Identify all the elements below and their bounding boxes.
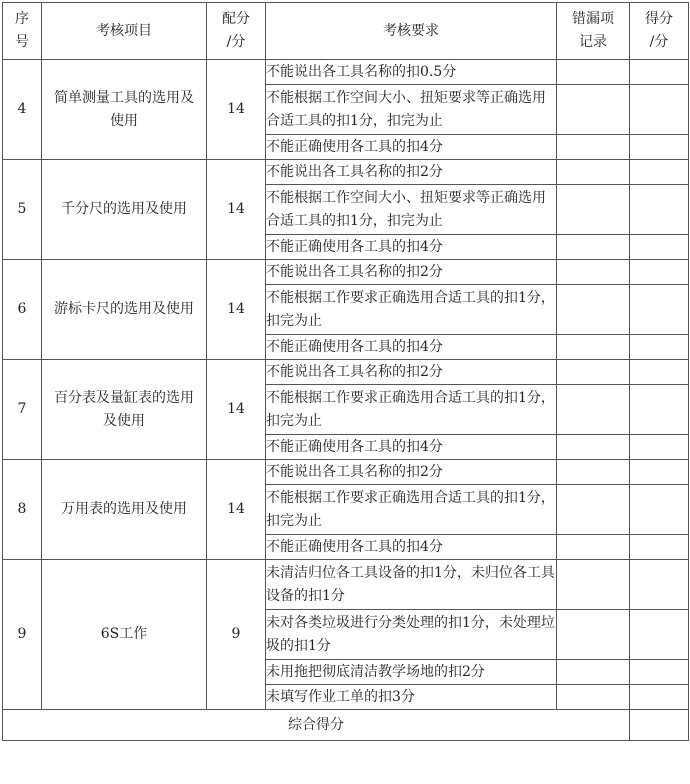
- got-score-cell[interactable]: [630, 660, 689, 685]
- error-record-cell[interactable]: [557, 335, 630, 360]
- total-row: [3, 710, 689, 741]
- table-row: [3, 60, 689, 85]
- got-score-cell[interactable]: [630, 235, 689, 260]
- requirement-cell: 未填写作业工单的扣3分: [266, 685, 557, 710]
- got-score-cell[interactable]: [630, 385, 689, 435]
- item-cell: 6S工作: [42, 560, 207, 710]
- seq-cell: 6: [3, 260, 42, 360]
- got-score-cell[interactable]: [630, 460, 689, 485]
- got-score-cell[interactable]: [630, 610, 689, 660]
- requirement-cell: 不能正确使用各工具的扣4分: [266, 435, 557, 460]
- header-got-score: 得分 /分: [630, 3, 689, 60]
- requirement-cell: 不能根据工作要求正确选用合适工具的扣1分，扣完为止: [266, 485, 557, 535]
- requirement-cell: 不能根据工作要求正确选用合适工具的扣1分，扣完为止: [266, 385, 557, 435]
- score-cell: 14: [207, 60, 266, 160]
- seq-cell: 9: [3, 560, 42, 710]
- error-record-cell[interactable]: [557, 660, 630, 685]
- error-record-cell[interactable]: [557, 385, 630, 435]
- requirement-cell: 未对各类垃圾进行分类处理的扣1分，未处理垃圾的扣1分: [266, 610, 557, 660]
- got-score-cell[interactable]: [630, 335, 689, 360]
- table-row: [3, 160, 689, 185]
- header-error-record: 错漏项 记录: [557, 3, 630, 60]
- assessment-table: [2, 2, 689, 741]
- got-score-cell[interactable]: [630, 360, 689, 385]
- requirement-cell: 不能说出各工具名称的扣2分: [266, 360, 557, 385]
- score-cell: 14: [207, 160, 266, 260]
- error-record-cell[interactable]: [557, 185, 630, 235]
- score-cell: 14: [207, 460, 266, 560]
- got-score-cell[interactable]: [630, 435, 689, 460]
- got-score-cell[interactable]: [630, 285, 689, 335]
- requirement-cell: 不能正确使用各工具的扣4分: [266, 535, 557, 560]
- header-item: 考核项目: [42, 3, 207, 60]
- total-score-cell[interactable]: [630, 710, 689, 741]
- table-row: [3, 360, 689, 385]
- requirement-cell: 不能根据工作空间大小、扭矩要求等正确选用合适工具的扣1分，扣完为止: [266, 185, 557, 235]
- error-record-cell[interactable]: [557, 685, 630, 710]
- got-score-cell[interactable]: [630, 160, 689, 185]
- requirement-cell: 不能根据工作要求正确选用合适工具的扣1分，扣完为止: [266, 285, 557, 335]
- error-record-cell[interactable]: [557, 235, 630, 260]
- got-score-cell[interactable]: [630, 135, 689, 160]
- table-row: [3, 560, 689, 610]
- got-score-cell[interactable]: [630, 560, 689, 610]
- seq-cell: 7: [3, 360, 42, 460]
- error-record-cell[interactable]: [557, 85, 630, 135]
- error-record-cell[interactable]: [557, 610, 630, 660]
- requirement-cell: 未用拖把彻底清洁教学场地的扣2分: [266, 660, 557, 685]
- requirement-cell: 不能正确使用各工具的扣4分: [266, 335, 557, 360]
- requirement-cell: 不能说出各工具名称的扣2分: [266, 260, 557, 285]
- seq-cell: 4: [3, 60, 42, 160]
- got-score-cell[interactable]: [630, 685, 689, 710]
- seq-cell: 5: [3, 160, 42, 260]
- requirement-cell: 不能正确使用各工具的扣4分: [266, 235, 557, 260]
- score-cell: 14: [207, 360, 266, 460]
- error-record-cell[interactable]: [557, 60, 630, 85]
- item-cell: 千分尺的选用及使用: [42, 160, 207, 260]
- error-record-cell[interactable]: [557, 560, 630, 610]
- item-cell: 万用表的选用及使用: [42, 460, 207, 560]
- error-record-cell[interactable]: [557, 435, 630, 460]
- item-cell: 游标卡尺的选用及使用: [42, 260, 207, 360]
- got-score-cell[interactable]: [630, 260, 689, 285]
- score-cell: 14: [207, 260, 266, 360]
- got-score-cell[interactable]: [630, 535, 689, 560]
- error-record-cell[interactable]: [557, 260, 630, 285]
- got-score-cell[interactable]: [630, 485, 689, 535]
- table-row: [3, 460, 689, 485]
- requirement-cell: 不能正确使用各工具的扣4分: [266, 135, 557, 160]
- error-record-cell[interactable]: [557, 160, 630, 185]
- got-score-cell[interactable]: [630, 85, 689, 135]
- error-record-cell[interactable]: [557, 535, 630, 560]
- got-score-cell[interactable]: [630, 60, 689, 85]
- error-record-cell[interactable]: [557, 485, 630, 535]
- header-row: [3, 3, 689, 60]
- item-cell: 百分表及量缸表的选用及使用: [42, 360, 207, 460]
- seq-cell: 8: [3, 460, 42, 560]
- got-score-cell[interactable]: [630, 185, 689, 235]
- error-record-cell[interactable]: [557, 135, 630, 160]
- total-label: 综合得分: [3, 710, 630, 741]
- requirement-cell: 不能说出各工具名称的扣2分: [266, 460, 557, 485]
- score-cell: 9: [207, 560, 266, 710]
- requirement-cell: 未清洁归位各工具设备的扣1分，未归位各工具设备的扣1分: [266, 560, 557, 610]
- requirement-cell: 不能说出各工具名称的扣0.5分: [266, 60, 557, 85]
- requirement-cell: 不能根据工作空间大小、扭矩要求等正确选用合适工具的扣1分，扣完为止: [266, 85, 557, 135]
- header-seq: 序 号: [3, 3, 42, 60]
- header-requirement: 考核要求: [266, 3, 557, 60]
- table-row: [3, 260, 689, 285]
- header-score: 配分 /分: [207, 3, 266, 60]
- requirement-cell: 不能说出各工具名称的扣2分: [266, 160, 557, 185]
- error-record-cell[interactable]: [557, 460, 630, 485]
- error-record-cell[interactable]: [557, 360, 630, 385]
- error-record-cell[interactable]: [557, 285, 630, 335]
- item-cell: 简单测量工具的选用及使用: [42, 60, 207, 160]
